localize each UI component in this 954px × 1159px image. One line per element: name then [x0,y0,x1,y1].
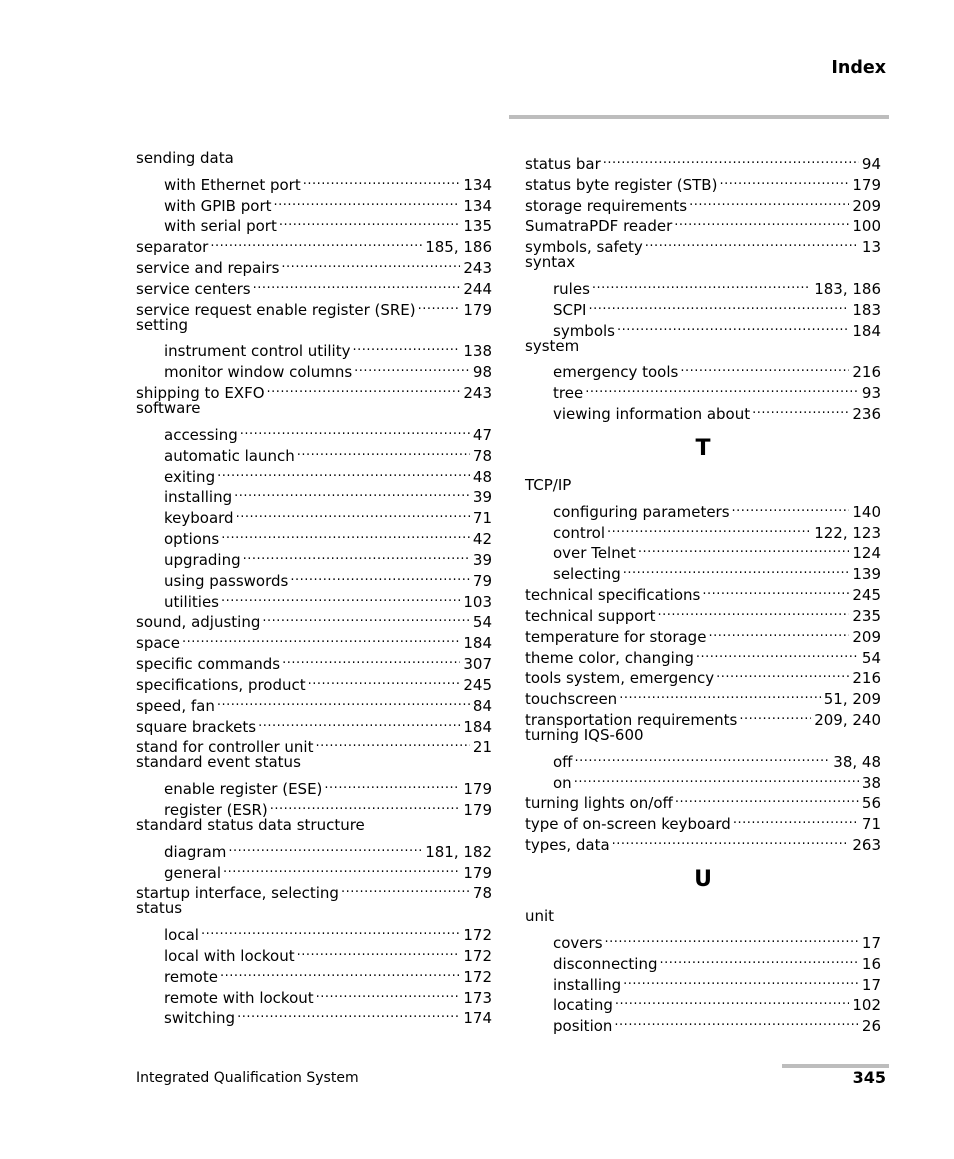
index-page-numbers: 42 [472,530,492,549]
index-page-numbers: 243 [463,259,492,278]
index-page-numbers: 184 [852,321,881,340]
dot-leader [234,482,470,503]
dot-leader [603,148,859,169]
header-rule [509,115,889,119]
index-page-numbers: 100 [852,217,881,236]
index-page-numbers: 235 [852,606,881,625]
dot-leader [607,517,811,538]
index-term: software [136,399,201,418]
index-term: SumatraPDF reader [525,217,673,236]
dot-leader [638,538,850,559]
index-term: setting [136,315,189,334]
index-term: TCP/IP [525,475,572,494]
index-term: register (ESR) [164,801,268,819]
index-entry [136,627,492,653]
index-page-numbers: 183, 186 [814,279,881,298]
dot-leader [708,621,849,642]
index-term: stand for controller unit [136,738,314,757]
dot-leader [716,663,849,684]
index-subentry [136,169,492,194]
index-term: tools system, emergency [525,669,715,688]
index-term: syntax [525,253,576,272]
dot-leader [223,857,460,878]
dot-leader [258,711,460,732]
index-page-numbers: 209, 240 [814,711,881,730]
index-entry [525,336,881,357]
dot-leader [221,586,460,607]
index-letter-heading [525,850,881,906]
index-page-numbers: 245 [852,586,881,605]
index-term: on [553,773,572,792]
index-term: specific commands [136,655,281,674]
index-page-numbers: 84 [472,696,492,715]
index-term: control [553,523,605,542]
dot-leader [279,211,461,232]
index-entry [136,148,492,169]
index-page-numbers: 173 [463,988,492,1007]
index-term: rules [553,279,590,298]
index-term: standard event status [136,753,301,772]
index-term: configuring parameters [553,502,730,521]
index-term: with GPIB port [164,196,272,215]
dot-leader [585,377,859,398]
index-page-numbers: 134 [463,175,492,194]
index-term: sound, adjusting [136,613,261,632]
index-term: selecting [553,565,621,584]
index-page-numbers: 17 [861,975,881,994]
index-page-numbers: 181, 182 [425,842,492,861]
index-term: theme color, changing [525,648,694,667]
index-term: disconnecting [553,954,658,973]
index-term: square brackets [136,717,257,736]
index-term: SCPI [553,300,587,319]
index-page-numbers: 38, 48 [833,752,881,771]
dot-leader [645,231,859,252]
index-term: diagram [164,842,227,861]
dot-leader [217,461,470,482]
index-term: separator [136,238,209,257]
dot-leader [236,502,470,523]
index-page-numbers: 94 [861,154,881,173]
dot-leader [315,732,469,753]
dot-leader [237,1003,460,1024]
index-term: switching [164,1009,236,1028]
index-page-numbers: 78 [472,884,492,903]
index-term: position [553,1017,613,1036]
dot-leader [702,579,849,600]
dot-leader [614,1010,858,1031]
index-column-right [525,148,881,1036]
index-term: storage requirements [525,196,688,215]
index-page-numbers: 179 [463,300,492,319]
index-letter: U [694,867,712,893]
dot-leader [243,544,470,565]
index-page-numbers: 47 [472,425,492,444]
dot-leader [354,356,470,377]
index-page-numbers: 38 [861,773,881,792]
index-subentry [136,836,492,861]
dot-leader [324,773,460,794]
footer-page-number: 345 [852,1068,886,1087]
index-term: tree [553,384,584,403]
index-page-numbers: 172 [463,967,492,986]
index-page-numbers: 174 [463,1009,492,1028]
index-page-numbers: 71 [861,815,881,834]
index-page-numbers: 307 [463,655,492,674]
dot-leader [290,565,470,586]
index-page-numbers: 26 [861,1017,881,1036]
dot-leader [201,919,460,940]
index-term: technical specifications [525,586,701,605]
index-term: remote with lockout [164,988,314,1007]
index-entry [136,398,492,419]
dot-leader [182,627,460,648]
index-page-numbers: 263 [852,836,881,855]
index-page-numbers: 216 [852,669,881,688]
index-term: type of on-screen keyboard [525,815,731,834]
dot-leader [240,419,470,440]
dot-leader [615,990,849,1011]
dot-leader [267,377,461,398]
index-term: symbols [553,321,615,340]
index-term: types, data [525,836,610,855]
dot-leader [220,961,460,982]
index-subentry [525,356,881,382]
dot-leader [674,211,849,232]
index-page-numbers: 179 [463,863,492,882]
index-term: installing [164,488,233,507]
dot-leader [352,336,460,357]
index-term: accessing [164,425,238,444]
index-term: installing [553,975,622,994]
index-term: over Telnet [553,544,636,563]
dot-leader [592,273,811,294]
index-page-numbers: 209 [852,196,881,215]
dot-leader [612,829,850,850]
index-term: status byte register (STB) [525,175,718,194]
index-entry [136,752,492,773]
index-page-numbers: 103 [463,592,492,611]
dot-leader [210,231,422,252]
index-page-numbers: 16 [861,954,881,973]
index-page-numbers: 93 [861,384,881,403]
index-page-numbers: 134 [463,196,492,215]
index-term: instrument control utility [164,342,351,361]
index-term: system [525,336,580,355]
index-page-numbers: 183 [852,300,881,319]
index-subentry [525,767,881,792]
index-page-numbers: 13 [861,238,881,257]
index-page-numbers: 54 [861,648,881,667]
index-term: shipping to EXFO [136,384,265,403]
index-term: covers [553,933,603,952]
dot-leader [733,808,859,829]
dot-leader [262,607,470,628]
dot-leader [297,440,470,461]
index-subentry [525,927,881,952]
index-letter-heading [525,419,881,475]
index-page-numbers: 17 [861,933,881,952]
index-term: space [136,634,181,653]
index-term: off [553,752,573,771]
index-page-numbers: 216 [852,363,881,382]
index-page-numbers: 56 [861,794,881,813]
index-page-numbers: 51, 209 [823,690,881,709]
dot-leader [623,558,850,579]
index-page-numbers: 179 [463,801,492,819]
index-term: sending data [136,149,234,167]
index-letter: T [695,435,711,461]
dot-leader [316,982,461,1003]
dot-leader [696,642,859,663]
dot-leader [689,190,849,211]
footer-product-name: Integrated Qualification System [136,1070,359,1086]
index-page-numbers: 124 [852,544,881,563]
index-term: service centers [136,279,251,298]
dot-leader [303,169,461,190]
index-page-numbers: 172 [463,946,492,965]
dot-leader [658,600,850,621]
index-page-numbers: 54 [472,613,492,632]
index-term: remote [164,967,218,986]
running-header-title: Index [831,58,886,78]
dot-leader [217,690,470,711]
index-term: monitor window columns [164,363,353,382]
index-page-numbers: 21 [472,738,492,757]
dot-leader [739,704,811,725]
index-term: standard status data structure [136,816,365,834]
index-term: service request enable register (SRE) [136,300,416,319]
index-term: touchscreen [525,690,618,709]
index-term: with Ethernet port [164,175,301,194]
index-page-numbers: 185, 186 [425,238,492,257]
index-page-numbers: 39 [472,488,492,507]
index-page-numbers: 71 [472,509,492,528]
index-page-numbers: 236 [852,404,881,423]
index-page-numbers: 139 [852,565,881,584]
index-page-numbers: 39 [472,550,492,569]
index-term: temperature for storage [525,627,707,646]
dot-leader [605,927,859,948]
index-page-numbers: 102 [852,996,881,1015]
index-page-numbers: 48 [472,467,492,486]
index-page-numbers: 98 [472,363,492,382]
dot-leader [221,523,470,544]
index-page-numbers: 209 [852,627,881,646]
index-term: service and repairs [136,259,280,278]
index-term: specifications, product [136,675,306,694]
index-term: emergency tools [553,363,679,382]
dot-leader [719,169,849,190]
index-subentry [136,919,492,945]
index-term: transportation requirements [525,711,738,730]
dot-leader [675,788,859,809]
index-page-numbers: 184 [463,717,492,736]
index-subentry [525,746,881,771]
index-page-numbers: 179 [463,780,492,799]
index-entry [525,788,881,813]
index-entry [136,648,492,674]
index-term: options [164,530,220,549]
dot-leader [619,683,821,704]
dot-leader [588,294,849,315]
index-page-numbers: 79 [472,571,492,590]
dot-leader [575,746,831,767]
index-column-left [136,148,492,1028]
dot-leader [274,190,461,211]
dot-leader [617,315,849,336]
dot-leader [308,669,461,690]
index-page-numbers: 172 [463,926,492,945]
index-subentry [525,273,881,298]
index-page-numbers: 78 [472,446,492,465]
index-term: utilities [164,592,219,611]
index-subentry [525,496,881,521]
index-term: enable register (ESE) [164,780,323,799]
dot-leader [418,294,461,315]
index-page-numbers: 245 [463,675,492,694]
index-term: turning lights on/off [525,794,673,813]
index-entry [525,906,881,927]
index-subentry [136,419,492,444]
index-entry [525,475,881,496]
dot-leader [752,398,849,419]
index-subentry [136,336,492,361]
index-entry [525,148,881,173]
index-page-numbers: 122, 123 [814,523,881,542]
dot-leader [270,794,461,815]
index-page-numbers: 244 [463,279,492,298]
index-page-numbers: 140 [852,502,881,521]
index-page-numbers: 138 [463,342,492,361]
index-page-numbers: 179 [852,175,881,194]
dot-leader [680,356,849,377]
index-term: turning IQS-600 [525,726,644,745]
dot-leader [253,273,461,294]
index-term: viewing information about [553,404,751,423]
index-term: status [136,899,183,918]
index-term: technical support [525,606,656,625]
index-page-numbers: 184 [463,634,492,653]
index-entry [136,815,492,836]
dot-leader [281,252,460,273]
index-term: local [164,926,199,945]
index-term: unit [525,907,555,926]
index-term: startup interface, selecting [136,884,339,903]
index-page-numbers: 243 [463,384,492,403]
dot-leader [228,836,422,857]
index-subentry [136,773,492,799]
dot-leader [282,648,460,669]
index-term: with serial port [164,217,277,236]
index-page-numbers: 135 [463,217,492,236]
dot-leader [660,948,859,969]
dot-leader [341,878,470,899]
index-term: status bar [525,154,601,173]
dot-leader [623,969,859,990]
index-term: keyboard [164,509,234,528]
index-term: local with lockout [164,946,295,965]
index-term: using passwords [164,571,289,590]
dot-leader [297,940,461,961]
dot-leader [732,496,850,517]
index-term: symbols, safety [525,238,643,257]
dot-leader [574,767,859,788]
index-term: locating [553,996,613,1015]
index-term: general [164,863,222,882]
index-term: automatic launch [164,446,295,465]
index-term: upgrading [164,550,241,569]
index-term: speed, fan [136,696,215,715]
index-term: exiting [164,467,216,486]
